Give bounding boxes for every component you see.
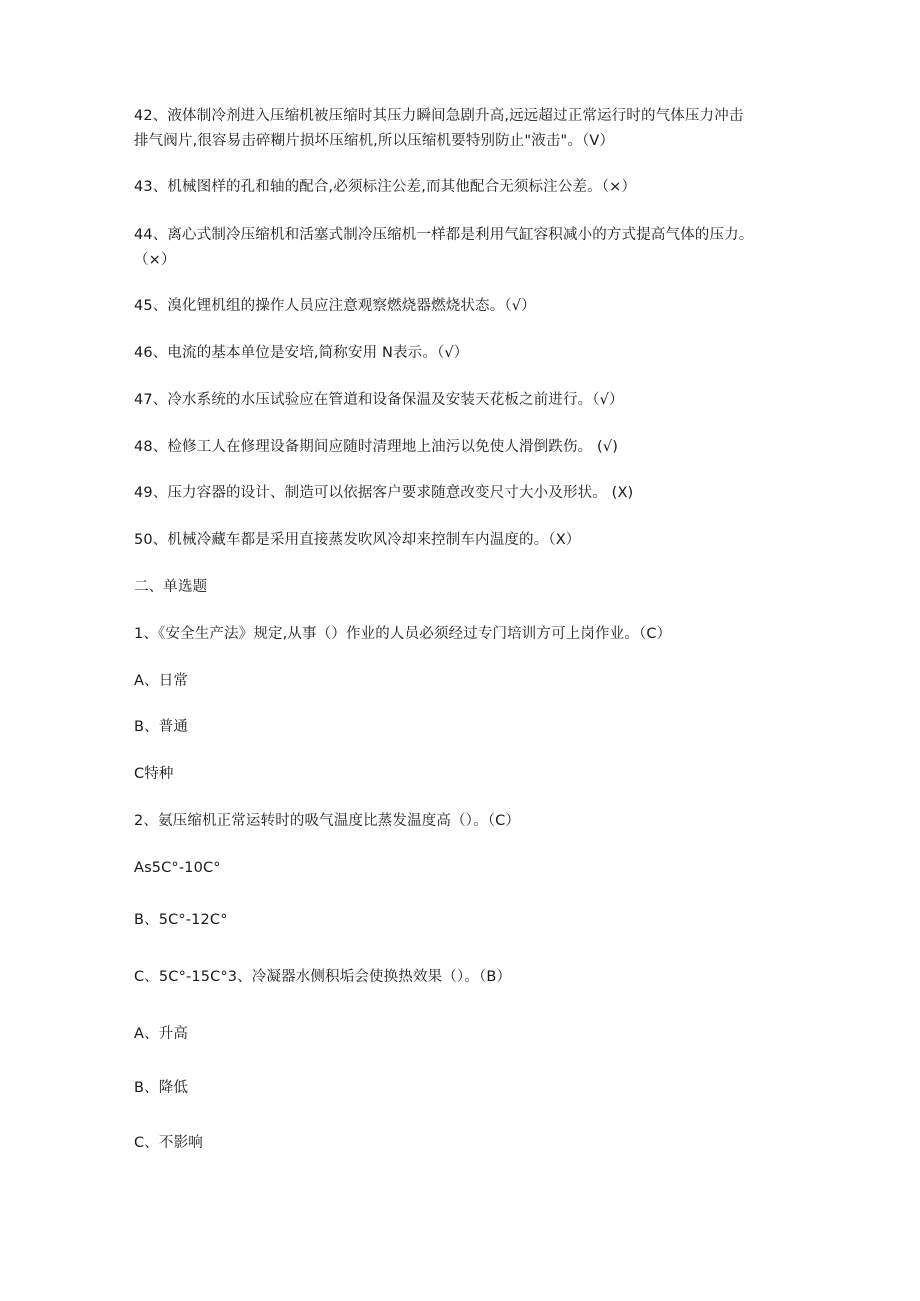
option-2c-question-3: C、5C°-15C°3、冷凝器水侧积垢会使换热效果（）。（B） (134, 969, 512, 985)
tf-item-43: 43、机械图样的孔和轴的配合,必须标注公差,而其他配合无须标注公差。（×） (134, 179, 637, 195)
question-1: 1、《安全生产法》规定,从事（）作业的人员必须经过专门培训方可上岗作业。（C） (134, 626, 672, 642)
option-3c: C、不影响 (134, 1135, 203, 1151)
tf-item-45: 45、溴化锂机组的操作人员应注意观察燃烧器燃烧状态。（√） (134, 298, 536, 314)
option-2a: As5C°-10C° (134, 860, 221, 876)
tf-item-47: 47、冷水系统的水压试验应在管道和设备保温及安装天花板之前进行。（√） (134, 392, 624, 408)
tf-item-50: 50、机械冷藏车都是采用直接蒸发吹风冷却来控制车内温度的。（X） (134, 532, 581, 548)
option-2b: B、5C°-12C° (134, 912, 228, 928)
option-1c: C特种 (134, 766, 174, 782)
tf-item-46: 46、电流的基本单位是安培,简称安用 N表示。（√） (134, 345, 469, 361)
question-2: 2、氨压缩机正常运转时的吸气温度比蒸发温度高（）。（C） (134, 813, 521, 829)
section-title: 二、单选题 (134, 579, 208, 595)
tf-item-42-line2: 排气阀片,很容易击碎糊片损坏压缩机,所以压缩机要特别防止"液击"。（V） (134, 133, 615, 149)
option-1a: A、日常 (134, 673, 189, 689)
tf-item-49: 49、压力容器的设计、制造可以依据客户要求随意改变尺寸大小及形状。 (X) (134, 485, 634, 501)
tf-item-48: 48、检修工人在修理设备期间应随时清理地上油污以免使人滑倒跌伤。 (√) (134, 439, 619, 455)
option-1b: B、普通 (134, 719, 189, 735)
tf-item-42-line1: 42、液体制冷剂进入压缩机被压缩时其压力瞬间急剧升高,远远超过正常运行时的气体压力冲击 (134, 108, 744, 124)
tf-item-44-line1: 44、离心式制冷压缩机和活塞式制冷压缩机一样都是利用气缸容积减小的方式提高气体的压力。 (134, 227, 754, 243)
tf-item-44-line2: （×） (134, 252, 176, 268)
option-3a: A、升高 (134, 1026, 189, 1042)
option-3b: B、降低 (134, 1080, 189, 1096)
